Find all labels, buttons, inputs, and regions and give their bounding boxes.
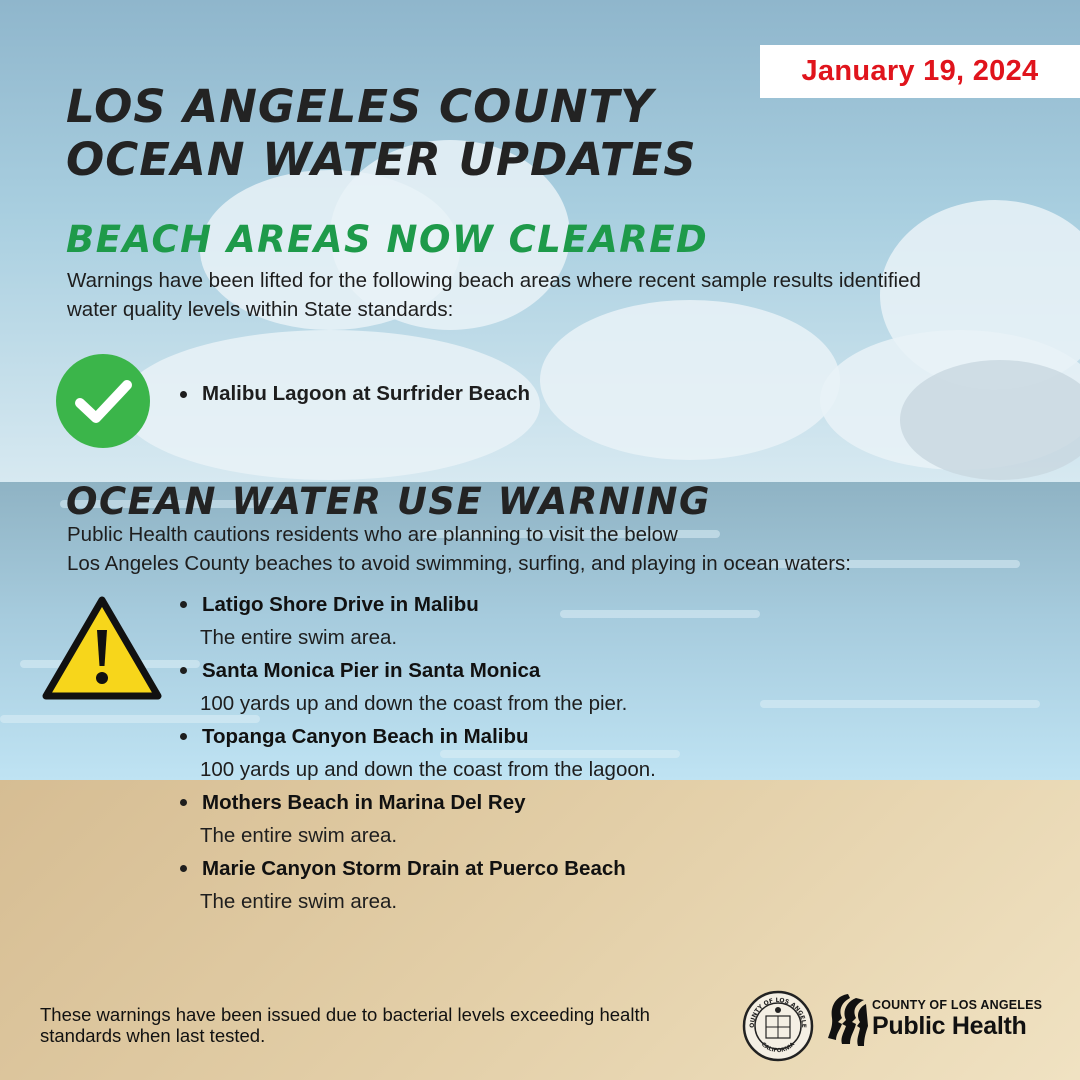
warning-item-name: Mothers Beach in Marina Del Rey bbox=[202, 791, 526, 814]
warning-list bbox=[180, 588, 940, 918]
bullet-icon bbox=[180, 601, 187, 608]
warning-heading: OCEAN WATER USE WARNING bbox=[66, 480, 711, 523]
public-health-logo bbox=[826, 990, 1046, 1050]
warning-item bbox=[180, 654, 940, 720]
bullet-icon bbox=[180, 865, 187, 872]
profile-faces-icon bbox=[826, 990, 870, 1050]
warning-description-line-1: Public Health cautions residents who are planning to visit the below bbox=[67, 523, 678, 546]
date-badge bbox=[760, 45, 1080, 98]
seal-bottom-text: CALIFORNIA bbox=[759, 1041, 797, 1055]
bullet-icon bbox=[180, 733, 187, 740]
cleared-description: Warnings have been lifted for the following beach areas where recent sample results identified water quality levels within State standards: bbox=[67, 269, 921, 321]
warning-item bbox=[180, 588, 940, 654]
cleared-item-label: Malibu Lagoon at Surfrider Beach bbox=[202, 382, 531, 405]
county-seal-icon bbox=[742, 990, 814, 1062]
warning-description bbox=[67, 520, 1027, 578]
logo-county-text: COUNTY OF LOS ANGELES bbox=[872, 998, 1043, 1012]
warning-item-detail: 100 yards up and down the coast from the pier. bbox=[200, 692, 628, 715]
warning-item-name: Latigo Shore Drive in Malibu bbox=[202, 593, 479, 616]
warning-item bbox=[180, 786, 940, 852]
seal-top-text: OUNTY OF LOS ANGELE bbox=[748, 996, 808, 1028]
check-circle-icon bbox=[56, 354, 150, 448]
cleared-item bbox=[180, 382, 530, 406]
warning-description-line-2: Los Angeles County beaches to avoid swimming, surfing, and playing in ocean waters: bbox=[67, 552, 852, 575]
title-line-1: LOS ANGELES COUNTY bbox=[66, 80, 654, 133]
warning-item-name: Marie Canyon Storm Drain at Puerco Beach bbox=[202, 857, 626, 880]
warning-item-detail: The entire swim area. bbox=[200, 824, 398, 847]
warning-item-detail: 100 yards up and down the coast from the lagoon. bbox=[200, 758, 656, 781]
bullet-icon bbox=[180, 667, 187, 674]
page-title bbox=[66, 80, 697, 186]
cleared-heading: BEACH AREAS NOW CLEARED bbox=[66, 218, 709, 261]
warning-item bbox=[180, 852, 940, 918]
title-line-2: OCEAN WATER UPDATES bbox=[66, 133, 697, 186]
footer-note: These warnings have been issued due to bacterial levels exceeding health standards when last tested. bbox=[40, 1004, 650, 1046]
warning-item-name: Santa Monica Pier in Santa Monica bbox=[202, 659, 541, 682]
warning-triangle-icon bbox=[42, 594, 162, 702]
warning-item-detail: The entire swim area. bbox=[200, 626, 398, 649]
bullet-icon bbox=[180, 391, 187, 398]
warning-item-name: Topanga Canyon Beach in Malibu bbox=[202, 725, 529, 748]
date-text: January 19, 2024 bbox=[801, 55, 1039, 87]
warning-item bbox=[180, 720, 940, 786]
bullet-icon bbox=[180, 799, 187, 806]
warning-item-detail: The entire swim area. bbox=[200, 890, 398, 913]
logo-public-health-text: Public Health bbox=[872, 1012, 1027, 1040]
